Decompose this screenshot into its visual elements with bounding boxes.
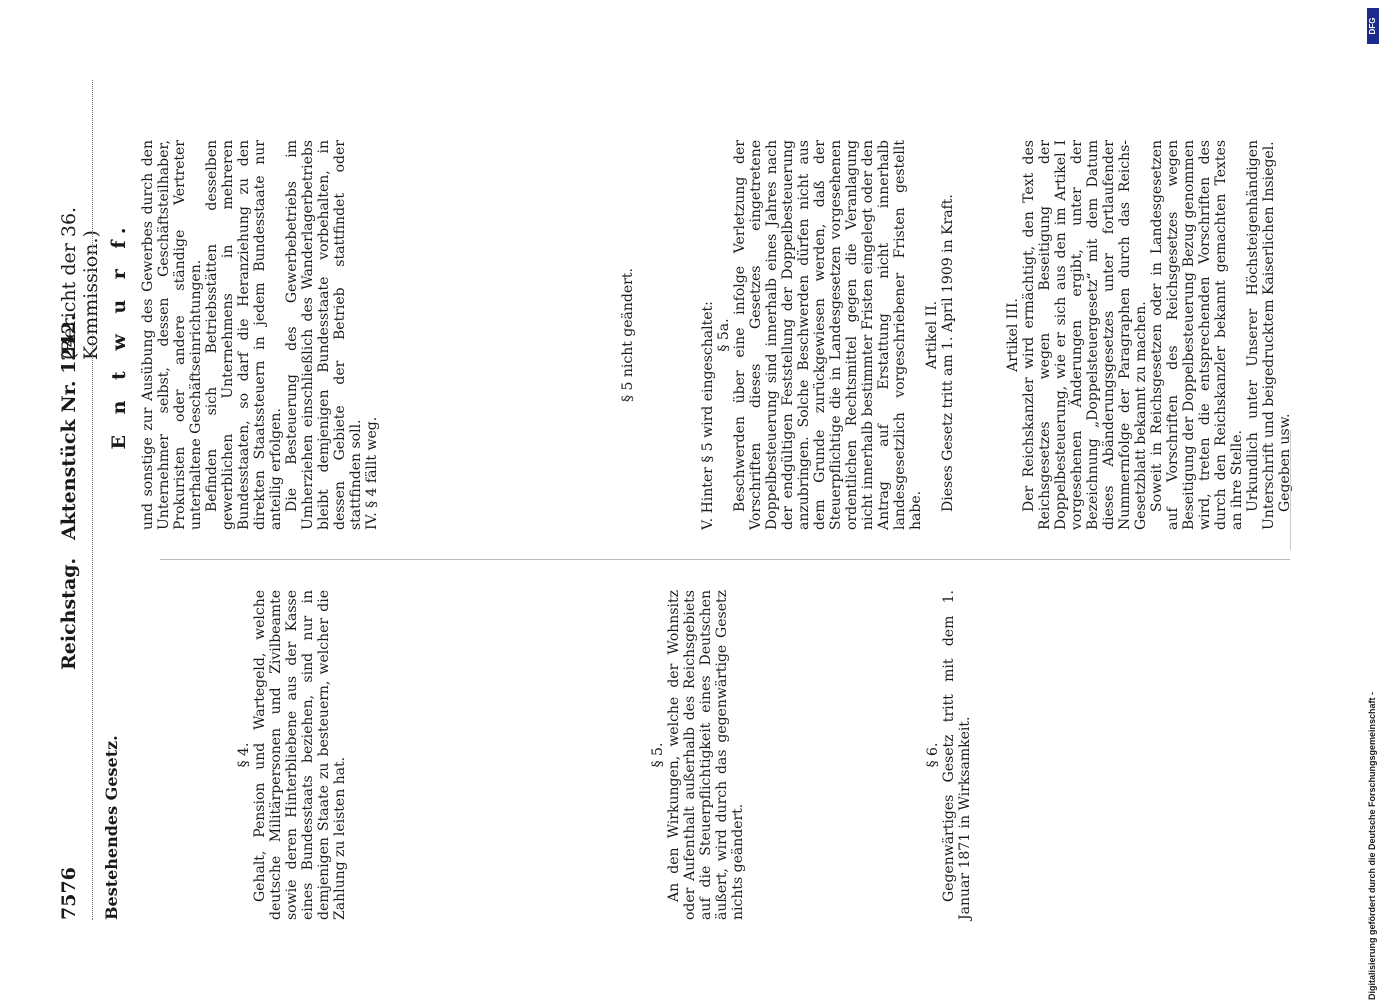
header-rule [92,80,93,920]
page-number: 7576 [58,867,80,920]
digitization-credit: Digitalisierung gefördert durch die Deutsche Forschungsgemeinschaft - [1367,691,1377,1000]
sec4-text: Gehalt, Pension und Wartegeld, welche deutsche Militärpersonen und Zivilbeamte sowie deren Hinterbliebene aus der Kasse eines Bundesstaats beziehen, sind nur in demjenigen Staate zu besteuern, welcher die Zahlung zu leisten hat. [252,590,348,920]
page-header [58,80,102,920]
draft-p2: Befinden sich Betriebsstätten desselben gewerblichen Unternehmens in mehreren Bundesstaaten, so darf die Heranziehung zu den direkten Staatssteuern in jedem Bundesstaate nur anteilig erfolgen. [204,140,284,530]
document-number: Aktenstück Nr. 1242. [58,314,80,540]
draft-block-4 [1005,140,1293,530]
scan-mark [1290,430,1291,550]
existing-sec6 [925,590,973,920]
sec4-title: § 4. [236,742,252,768]
draft-heading: E n t w u r f. [108,220,130,450]
draft-column [98,140,130,530]
draft-sec5a-intro: V. Hinter § 5 wird eingeschaltet: [700,301,716,530]
draft-p4: IV. § 4 fällt weg. [364,416,380,530]
draft-block-2 [620,140,636,530]
sec6-text: Gegenwärtiges Gesetz tritt mit dem 1. Januar 1871 in Wirksamkeit. [941,590,973,920]
article3-p2: Soweit in Reichsgesetzen oder in Landesgesetzen auf Vorschriften des Reichsgesetzes wegen Beseitigung der Doppelbesteuerung Bezug genommen wird, treten die entsprechenden Vorschriften des durch den Reichskanzler bekannt gemachten Textes an ihre Stelle. [1149,140,1245,530]
existing-sec5 [650,590,746,920]
draft-sec5a-text: Beschwerden über eine infolge Verletzung der Vorschriften dieses Gesetzes eingetretene Doppelbesteuerung sind innerhalb eines Jahres nach der endgültigen Feststellung der Doppelbesteuerung anzubringen. Solche Beschwerden dürfen nicht aus dem Grunde zurückgewiesen werden, daß der Steuerpflichtige die in Landesgesetzen vorgesehenen ordentlichen Rechtsmittel gegen die Veranlagung nicht innerhalb bestimmter Fristen eingelegt oder den Antrag auf Erstattung nicht innerhalb landesgesetzlich vorgeschriebener Fristen gestellt habe. [732,140,924,530]
article3-p1: Der Reichskanzler wird ermächtigt, den Text des Reichsgesetzes wegen Beseitigung der Doppelbesteuerung, wie er sich aus den im Artikel I vorgesehenen Änderungen ergibt, unter der Bezeichnung „Doppelsteuergesetz“ mit dem Datum dieses Abänderungsgesetzes unter fortlaufender Nummernfolge der Paragraphen durch das Reichs-Gesetzblatt bekannt zu machen. [1021,140,1149,530]
sec5-text: An den Wirkungen, welche der Wohnsitz oder Aufenthalt außerhalb des Reichsgebiets auf die Steuerpflichtigkeit eines Deutschen äußert, wird durch das gegenwärtige Gesetz nichts geändert. [666,590,746,920]
draft-block-1 [140,140,380,530]
draft-sec5-note: § 5 nicht geändert. [620,268,636,402]
draft-p3: Die Besteuerung des Gewerbebetriebs im Umherziehen einschließlich des Wanderlagerbetriebs bleibt demjenigen Bundesstaate vorbehalten, in dessen Gebiete der Betrieb stattfindet oder stattfinden soll. [284,140,364,530]
dfg-logo [1367,8,1379,44]
report-label: (Bericht der 36. Kommission.) [58,206,102,360]
article3-p3: Urkundlich unter Unserer Höchsteigenhändigen Unterschrift und beigedrucktem Kaiserlichen Insiegel. [1245,140,1277,530]
existing-law-column [98,590,156,920]
draft-p1: und sonstige zur Ausübung des Gewerbes durch den Unternehmer selbst, dessen Geschäftsteilhaber, Prokuristen oder andere ständige Vertreter unterhaltene Geschäftseinrichtungen. [140,140,204,530]
parliament-label: Reichstag. [58,557,80,670]
dfg-logo-text: DFG [1368,17,1377,35]
draft-block-3 [700,140,956,530]
sec5-title: § 5. [650,742,666,768]
existing-law-heading: Bestehendes Gesetz. [102,735,121,920]
article2-title: Artikel II. [924,300,940,370]
article3-title: Artikel III. [1005,298,1021,372]
sec6-title: § 6. [925,742,941,768]
column-divider [160,559,1290,560]
draft-sec5a-title: § 5a. [716,318,732,352]
article2-text: Dieses Gesetz tritt am 1. April 1909 in Kraft. [940,194,956,512]
existing-sec4 [236,590,348,920]
article3-p4: Gegeben usw. [1277,413,1293,512]
